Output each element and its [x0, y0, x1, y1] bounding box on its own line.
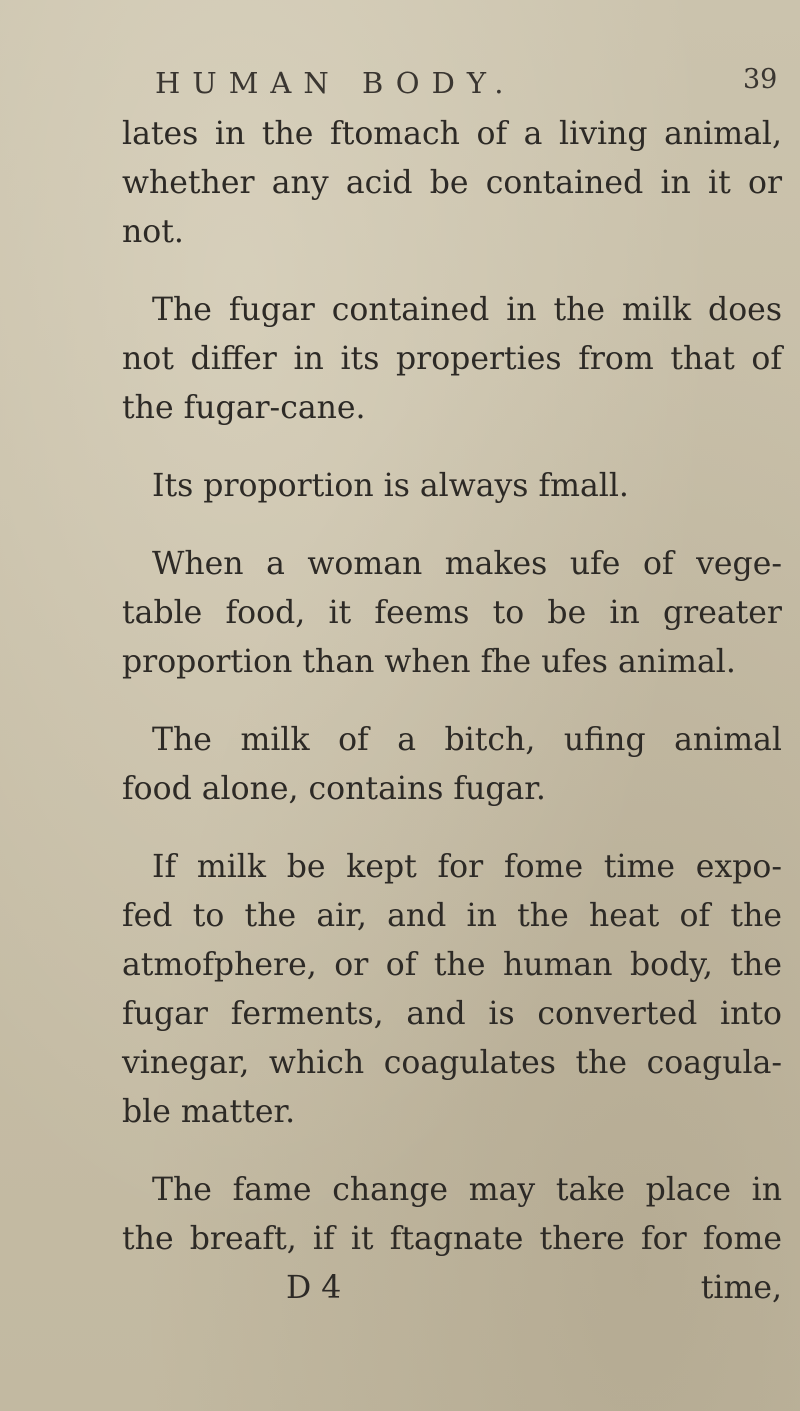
text-line: If milk be kept for fome time expo- [152, 849, 782, 885]
text-line: whether any acid be contained in it or [122, 165, 782, 201]
text-line: proportion than when fhe ufes animal. [122, 644, 736, 680]
text-line: fugar ferments, and is converted into [122, 996, 782, 1032]
paragraph-4 [122, 540, 782, 687]
text-line: lates in the ftomach of a living animal, [122, 116, 782, 152]
footer-line [122, 1264, 782, 1313]
text-line: the fugar-cane. [122, 390, 366, 426]
text-line: fed to the air, and in the heat of the [122, 898, 782, 934]
text-line: vinegar, which coagulates the coagula- [122, 1045, 782, 1081]
text-line: table food, it feems to be in greater [122, 595, 782, 631]
text-line: the breaft, if it ftagnate there for fome [122, 1221, 782, 1257]
text-line: The milk of a bitch, ufing animal [152, 722, 782, 758]
paragraph-5 [122, 716, 782, 814]
text-line: not differ in its properties from that of [122, 341, 782, 377]
text-line: The fugar contained in the milk does [152, 292, 782, 328]
text-line: ble matter. [122, 1094, 296, 1130]
paragraph-1 [122, 110, 782, 257]
paragraph-6 [122, 843, 782, 1137]
text-line: not. [122, 214, 184, 250]
paragraph-3 [122, 462, 782, 511]
text-line: When a woman makes ufe of vege- [152, 546, 782, 582]
text-line: The fame change may take place in [152, 1172, 782, 1208]
catchword: time, [700, 1270, 782, 1306]
body-text [122, 110, 782, 1313]
signature-mark: D 4 [286, 1270, 342, 1306]
paragraph-7 [122, 1166, 782, 1313]
paragraph-2 [122, 286, 782, 433]
page-number: 39 [743, 64, 778, 95]
text-line: food alone, contains fugar. [122, 771, 546, 807]
running-header: HUMAN BODY. [155, 66, 516, 100]
text-line: Its proportion is always fmall. [152, 468, 629, 504]
text-line: atmofphere, or of the human body, the [122, 947, 782, 983]
